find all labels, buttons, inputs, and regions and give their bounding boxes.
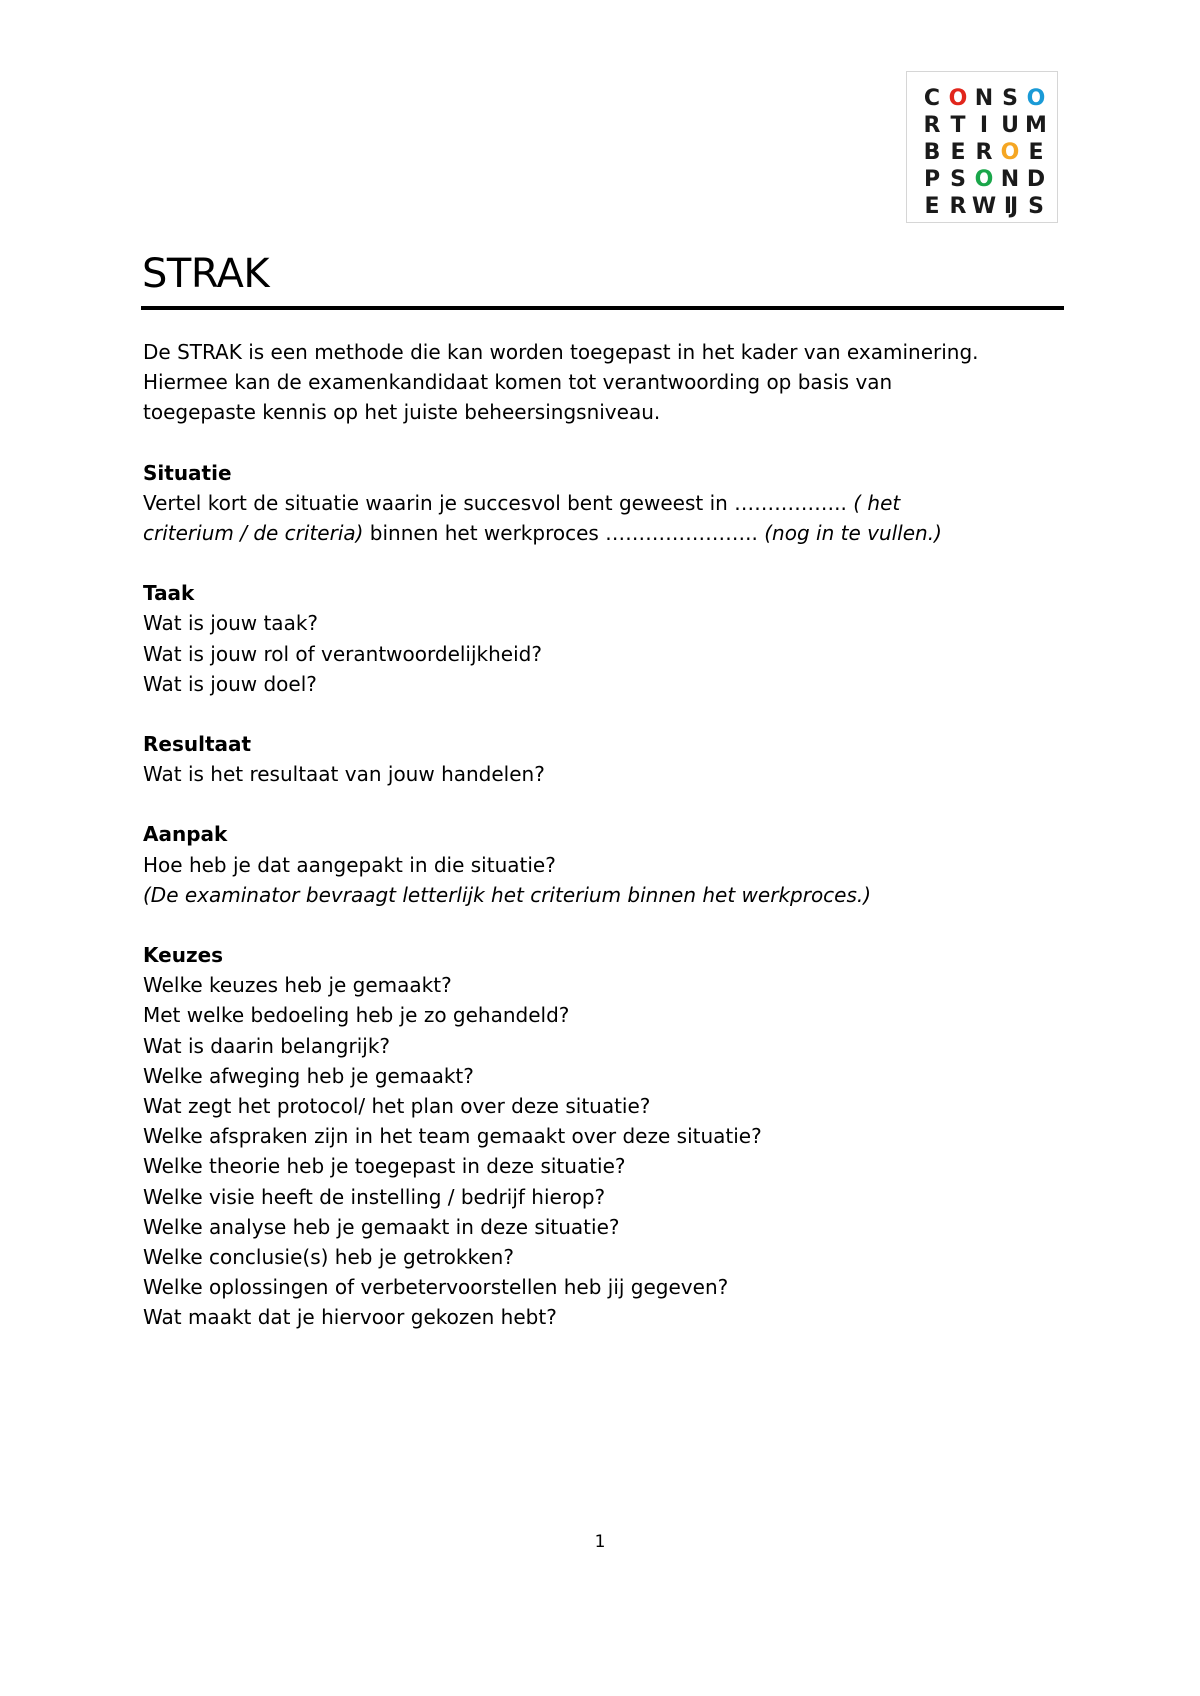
situatie-italic: ( het <box>853 490 901 515</box>
logo-letter: N <box>1000 167 1020 192</box>
situatie-italic: criterium / de criteria) <box>143 521 364 546</box>
logo-letter: S <box>1028 194 1044 219</box>
section-situatie <box>143 458 1073 549</box>
situatie-italic: (nog in te vullen.) <box>764 521 942 546</box>
page-number: 1 <box>594 1532 606 1552</box>
logo-letter: O <box>1026 86 1046 111</box>
question-line: Welke afweging heb je gemaakt? <box>143 1063 474 1088</box>
situatie-line-2 <box>143 518 1073 548</box>
section-taak <box>143 578 1073 699</box>
logo-letter: N <box>974 86 994 111</box>
document-body <box>143 337 1073 1333</box>
section-aanpak <box>143 819 1073 910</box>
question-line: Wat zegt het protocol/ het plan over deze situatie? <box>143 1094 651 1119</box>
situatie-line-1 <box>143 488 1073 518</box>
question-line: Wat is jouw doel? <box>143 671 317 696</box>
logo-letter: E <box>924 194 940 219</box>
logo-letter: W <box>971 194 997 219</box>
logo-letter: I <box>979 113 989 138</box>
logo-letter-grid <box>919 85 1049 220</box>
logo-letter: B <box>923 140 941 165</box>
logo-letter: P <box>923 167 941 192</box>
logo-letter: R <box>949 194 967 219</box>
section-heading: Resultaat <box>143 732 252 757</box>
logo-letter: E <box>950 140 966 165</box>
intro-line: Hiermee kan de examenkandidaat komen tot verantwoording op basis van <box>143 370 893 395</box>
question-line: Wat is jouw taak? <box>143 611 319 636</box>
logo-letter: R <box>975 140 993 165</box>
situatie-text: Vertel kort de situatie waarin je succesvol bent geweest in …………….. <box>143 490 854 515</box>
logo-letter: S <box>1002 86 1018 111</box>
question-line: Welke theorie heb je toegepast in deze situatie? <box>143 1154 626 1179</box>
question-line: Wat is het resultaat van jouw handelen? <box>143 762 545 787</box>
logo-letter: M <box>1025 113 1047 138</box>
logo-letter: R <box>923 113 941 138</box>
question-line: Met welke bedoeling heb je zo gehandeld? <box>143 1003 570 1028</box>
question-line: Wat is jouw rol of verantwoordelijkheid? <box>143 641 542 666</box>
logo-letter: D <box>1026 167 1046 192</box>
intro-line: toegepaste kennis op het juiste beheersingsniveau. <box>143 400 661 425</box>
question-line: Welke keuzes heb je gemaakt? <box>143 973 452 998</box>
consortium-logo <box>906 71 1058 223</box>
section-heading: Keuzes <box>143 943 224 968</box>
section-keuzes <box>143 940 1073 1333</box>
question-line: Hoe heb je dat aangepakt in die situatie? <box>143 852 556 877</box>
question-line: Wat is daarin belangrijk? <box>143 1033 391 1058</box>
logo-letter: C <box>923 86 941 111</box>
question-line: Welke afspraken zijn in het team gemaakt over deze situatie? <box>143 1124 762 1149</box>
intro-line: De STRAK is een methode die kan worden toegepast in het kader van examinering. <box>143 340 979 364</box>
examiner-note: (De examinator bevraagt letterlijk het criterium binnen het werkproces.) <box>143 882 872 907</box>
question-line: Welke oplossingen of verbetervoorstellen heb jij gegeven? <box>143 1275 729 1300</box>
logo-letter: U <box>1001 113 1019 138</box>
page-title: STRAK <box>142 251 270 297</box>
section-resultaat <box>143 729 1073 789</box>
question-line: Welke conclusie(s) heb je getrokken? <box>143 1245 514 1270</box>
logo-letter: T <box>950 113 966 138</box>
question-line: Wat maakt dat je hiervoor gekozen hebt? <box>143 1305 557 1330</box>
section-heading: Aanpak <box>143 822 228 847</box>
logo-letter: O <box>974 167 994 192</box>
section-heading: Situatie <box>143 460 232 485</box>
section-heading: Taak <box>143 581 195 606</box>
logo-letter: S <box>950 167 966 192</box>
logo-letter: O <box>948 86 968 111</box>
logo-letter: IJ <box>1003 194 1017 219</box>
logo-letter: E <box>1028 140 1044 165</box>
intro-paragraph <box>143 337 1073 428</box>
logo-letter: O <box>1000 140 1020 165</box>
question-line: Welke analyse heb je gemaakt in deze situatie? <box>143 1214 620 1239</box>
situatie-text: binnen het werkproces ………………….. <box>363 521 765 546</box>
question-line: Welke visie heeft de instelling / bedrijf hierop? <box>143 1184 606 1209</box>
title-divider <box>141 306 1064 310</box>
